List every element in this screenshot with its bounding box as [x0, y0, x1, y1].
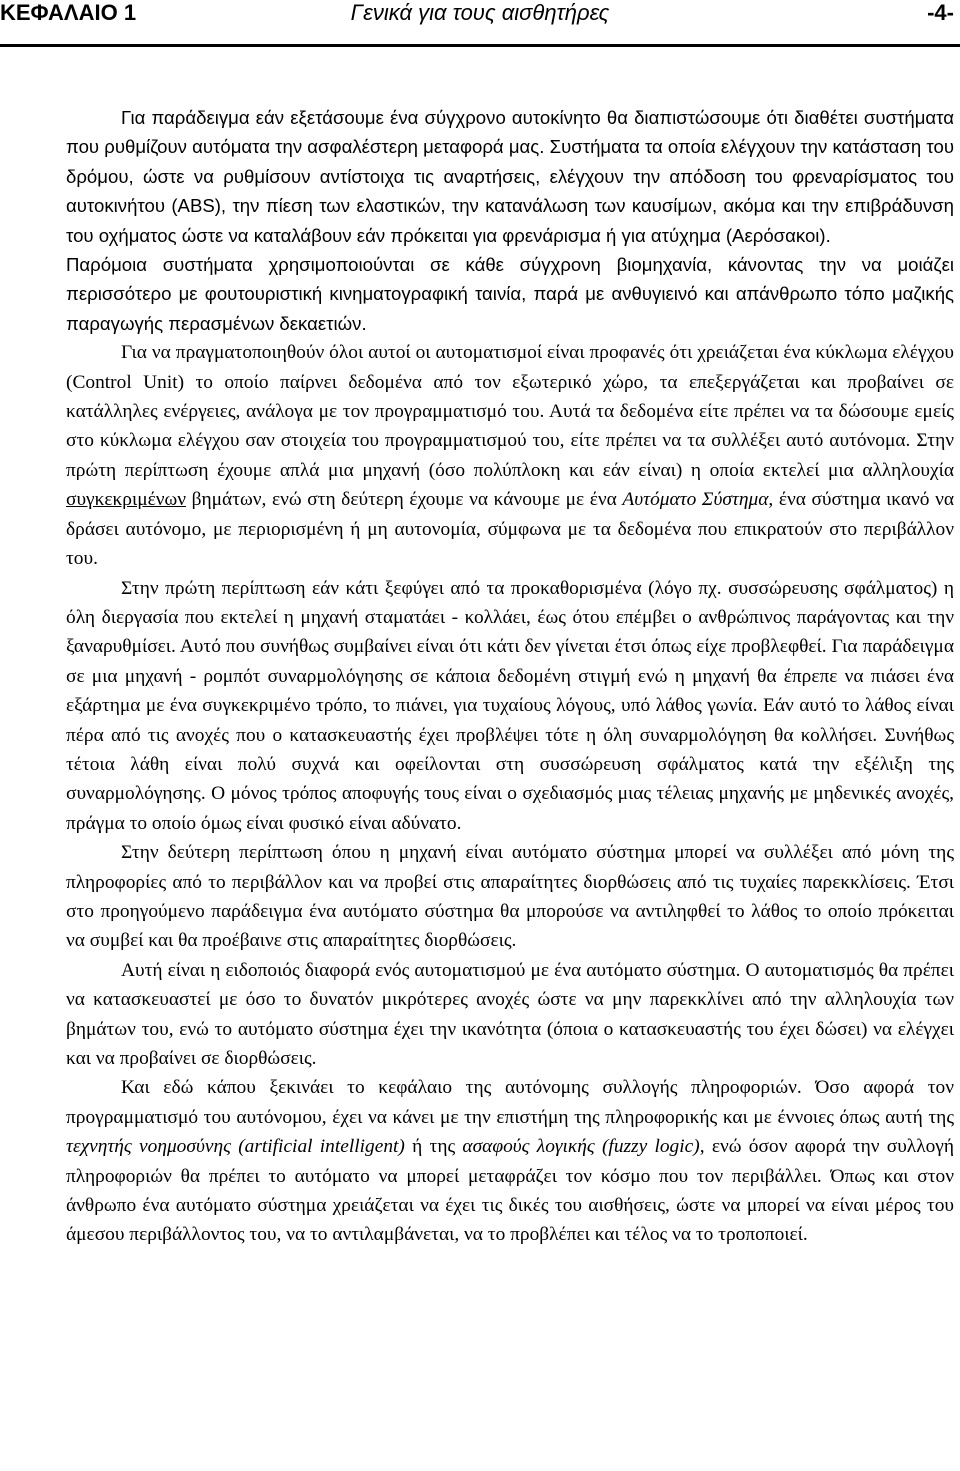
paragraph-industry: Παρόμοια συστήματα χρησιμοποιούνται σε κάθε σύγχρονη βιομηχανία, κάνοντας την να μοιάζει περισσότερο με φουτουριστική κινηματογραφική ταινία, παρά με ανθυγιεινό και απάνθρωπο τόπο μαζικής παραγωγής περασμένων δεκαετιών. — [66, 254, 954, 334]
paragraph-difference: Αυτή είναι η ειδοποιός διαφορά ενός αυτοματισμού με ένα αυτόματο σύστημα. Ο αυτοματισμός θα πρέπει να κατασκευαστεί με όσο το δυνατόν μικρότερες ανοχές ώστε να μην παρεκκλίνει από την αλληλουχία των βημάτων του, ενώ το αυτόματο σύστημα έχει την ικανότητα (όποια ο κατασκευαστής του έχει δώσει) να ελέγχει και να προβαίνει σε διορθώσεις. — [66, 959, 954, 1069]
paragraph-information-collection — [66, 1073, 954, 1249]
document-body — [66, 103, 954, 1250]
text-run: , ενώ όσον αφορά την συλλογή πληροφοριών θα πρέπει το αυτόματο να μπορεί μεταφράζει τον κόσμο που τον περιβάλλει. Όπως και στον άνθρωπο ένα αυτόματο σύστημα χρειάζεται να έχει τις δικές του αισθήσεις, ώστε να μπορεί να είναι μέρος του άμεσου περιβάλλοντος του, να το αντιλαμβάνεται, να το προβλέπει και τέλος να το τροποποιεί. — [66, 1136, 955, 1246]
paragraph-first-case: Στην πρώτη περίπτωση εάν κάτι ξεφύγει από τα προκαθορισμένα (λόγο πχ. συσσώρευσης σφάλματος) η όλη διεργασία που εκτελεί η μηχανή σταματάει - κολλάει, έως ότου επέμβει ο ανθρώπινος παράγοντας και την ξαναρυθμίσει. Αυτό που συνήθως συμβαίνει είναι ότι κάτι δεν γίνεται έτσι όπως είχε προβλεφθεί. Για παράδειγμα σε μια μηχανή - ρομπότ συναρμολόγησης σε κάποια δεδομένη στιγμή ενώ η μηχανή θα έπρεπε να πιάσει ένα εξάρτημα με ένα συγκεκριμένο τρόπο, το πιάνει, για τυχαίους λόγους, υπό λάθος γωνία. Εάν αυτό το λάθος είναι πέρα από τις ανοχές που ο κατασκευαστής έχει προβλέψει τότε η όλη συναρμολόγηση θα κολλήσει. Συνήθως τέτοια λάθη είναι πολύ συχνά και οφείλονται στη συσσώρευση σφάλματος κατά την εξέλιξη της συναρμολόγησης. Ο μόνος τρόπος αποφυγής τους είναι ο σχεδιασμός μιας τέλειας μηχανής με μηδενικές ανοχές, πράγμα το οποίο όμως είναι φυσικό είναι αδύνατο. — [66, 577, 954, 834]
header-rule — [0, 44, 960, 47]
chapter-label: ΚΕΦΑΛΑΙΟ 1 — [0, 0, 137, 25]
underlined-term: συγκεκριμένων — [66, 489, 187, 511]
emphasized-term: ασαφούς λογικής (fuzzy logic) — [462, 1136, 700, 1158]
text-run: , ένα σύστημα ικανό να δράσει αυτόνομο, με περιορισμένη ή μη αυτονομία, σύμφωνα με τα δεδομένα που επικρατούν στο περιβάλλον του. — [66, 489, 955, 570]
text-run: Για να πραγματοποιηθούν όλοι αυτοί οι αυτοματισμοί είναι προφανές ότι χρειάζεται ένα κύκλωμα ελέγχου (Control Unit) το οποίο παίρνει δεδομένα από τον εξωτερικό χώρο, τα επεξεργάζεται και προβαίνει σε κατάλληλες ενέργειες, ανάλογα με τον προγραμματισμό του. Αυτά τα δεδομένα είτε πρέπει να τα δώσουμε εμείς στο κύκλωμα ελέγχου σαν στοιχεία του προγραμματισμού του, είτε πρέπει να τα συλλέξει αυτό αυτόνομα. Στην πρώτη περίπτωση έχουμε απλά μια μηχανή (όσο πολύπλοκη και εάν είναι) η οποία εκτελεί μια αλληλουχία — [66, 342, 954, 481]
paragraph-control-unit — [66, 338, 954, 573]
page-number: -4- — [927, 0, 954, 25]
emphasized-term: Αυτόματο Σύστημα — [622, 489, 769, 511]
page-header — [0, 0, 960, 48]
text-run: βημάτων, ενώ στη δεύτερη έχουμε να κάνουμε με ένα — [186, 489, 623, 511]
chapter-title: Γενικά για τους αισθητήρες — [350, 0, 610, 25]
text-run: Και εδώ κάπου ξεκινάει το κεφάλαιο της αυτόνομης συλλογής πληροφοριών. Όσο αφορά τον προγραμματισμό του αυτόνομου, έχει να κάνει με την επιστήμη της πληροφορικής και με έννοιες όπως αυτή της — [66, 1077, 954, 1128]
paragraph-second-case: Στην δεύτερη περίπτωση όπου η μηχανή είναι αυτόματο σύστημα μπορεί να συλλέξει από μόνη της πληροφορίες από το περιβάλλον και να προβεί στις απαραίτητες διορθώσεις από τις τυχαίες παρεκκλίσεις. Έτσι στο προηγούμενο παράδειγμα ένα αυτόματο σύστημα θα μπορούσε να αντιληφθεί το λάθος το οποίο πρόκειται να συμβεί και θα προέβαινε στις απαραίτητες διορθώσεις. — [66, 842, 954, 952]
emphasized-term: τεχνητής νοημοσύνης (artificial intelligent) — [66, 1136, 405, 1158]
paragraph-car-systems: Για παράδειγμα εάν εξετάσουμε ένα σύγχρονο αυτοκίνητο θα διαπιστώσουμε ότι διαθέτει συστήματα που ρυθμίζουν αυτόματα την ασφαλέστερη μεταφορά μας. Συστήματα τα οποία ελέγχουν την κατάσταση του δρόμου, ώστε να ρυθμίσουν αντίστοιχα τις αναρτήσεις, ελέγχουν την απόδοση του φρεναρίσματος του αυτοκινήτου (ABS), την πίεση των ελαστικών, την κατανάλωση των καυσίμων, ακόμα και την επιβράδυνση του οχήματος ώστε να καταλάβουν εάν πρόκειται για φρενάρισμα ή για ατύχημα (Αερόσακοι). — [66, 107, 954, 246]
text-run: ή της — [404, 1136, 463, 1158]
